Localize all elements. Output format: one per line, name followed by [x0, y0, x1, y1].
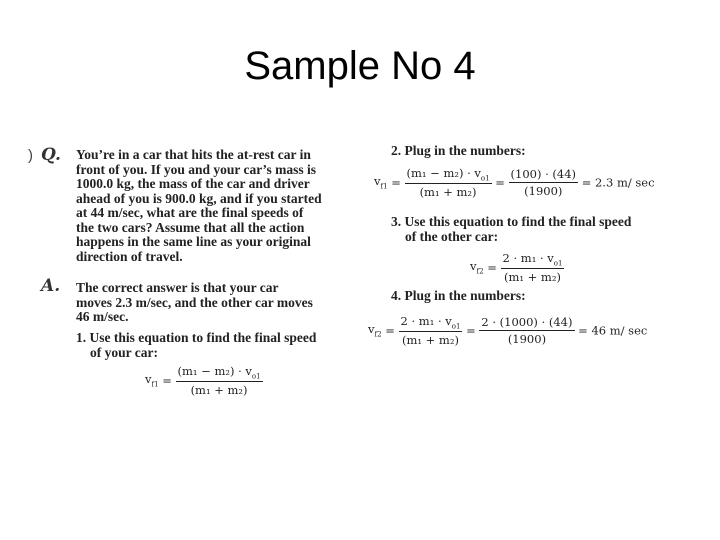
answer-text [76, 281, 336, 325]
eq1-fraction: $\frac{(m_1 - m_2) \cdot v_{o1}}{\text{(m₁ + m₂)}}$ [177, 364, 261, 398]
slide-title: Sample No 4 [244, 44, 476, 88]
equation-1: $v_{f1}$ = $\frac{(m_1 - m_2) \cdot v_{o1}}{\text{(m₁ + m₂)}}$ [145, 364, 261, 398]
eq4-fraction-symbolic: $\frac{2 \cdot m_1 \cdot v_{o1}}{\text{(m₁ + m₂)}}$ [400, 314, 461, 348]
step-2 [391, 144, 691, 159]
question-text [76, 148, 336, 264]
question-line: front of you. If you and your car’s mass is [76, 161, 317, 177]
question-line: ahead of you is 900.0 kg, and if you started [76, 190, 322, 206]
answer-line: moves 2.3 m/sec, and the other car moves [76, 294, 313, 310]
question-line: at 44 m/sec, what are the final speeds of [76, 205, 304, 220]
eq2-fraction-symbolic: $\frac{(m_1 - m_2) \cdot v_{o1}}{\text{(m₁ + m₂)}}$ [406, 166, 490, 200]
answer-letter: A. [41, 276, 61, 296]
step-3-line: 3. Use this equation to find the final speed [391, 214, 632, 229]
eq2-result: = 2.3 m/ sec [581, 175, 655, 190]
answer-line: 46 m/sec. [76, 309, 129, 324]
step-4-line: 4. Plug in the numbers: [391, 288, 526, 303]
question-line: the two cars? Assume that all the action [76, 219, 305, 235]
eq4-fraction-numeric: $\frac{2 \cdot (1000) \cdot (44)}{(1900)}$ [481, 315, 573, 347]
question-line: happens in the same line as your original [76, 234, 311, 249]
step-1-line: of your car: [90, 344, 158, 360]
eq1-lhs: $v_{f1}$ [145, 372, 159, 389]
question-line: You’re in a car that hits the at-rest car in [76, 147, 311, 162]
equation-3: $v_{f2}$ = $\frac{2 \cdot m_1 \cdot v_{o1}}{\text{(m₁ + m₂)}}$ [470, 251, 563, 285]
bullet-marker: ) [28, 147, 33, 164]
step-3-line: of the other car: [405, 228, 499, 244]
step-4 [391, 289, 691, 304]
equation-4: $v_{f2}$ = $\frac{2 \cdot m_1 \cdot v_{o1}}{\text{(m₁ + m₂)}}$ = $\frac{2 \cdot (1000) \cdot (44)}{(1900)}$ = 46 m/ sec [368, 314, 648, 348]
eq2-fraction-numeric: $\frac{(100) \cdot (44)}{(1900)}$ [510, 167, 577, 199]
eq4-result: = 46 m/ sec [578, 323, 648, 338]
answer-line: The correct answer is that your car [76, 280, 279, 295]
question-line: 1000.0 kg, the mass of the car and driver [76, 176, 310, 191]
equation-2: $v_{f1}$ = $\frac{(m_1 - m_2) \cdot v_{o1}}{\text{(m₁ + m₂)}}$ = $\frac{(100) \cdot (44)}{(1900)}$ = 2.3 m/ sec [374, 166, 655, 200]
step-1 [76, 331, 346, 360]
eq3-fraction: $\frac{2 \cdot m_1 \cdot v_{o1}}{\text{(m₁ + m₂)}}$ [502, 251, 563, 285]
question-letter: Q. [41, 145, 61, 165]
step-3 [391, 215, 691, 244]
step-2-line: 2. Plug in the numbers: [391, 143, 526, 158]
step-1-line: 1. Use this equation to find the final speed [76, 330, 317, 345]
question-line: direction of travel. [76, 248, 183, 264]
